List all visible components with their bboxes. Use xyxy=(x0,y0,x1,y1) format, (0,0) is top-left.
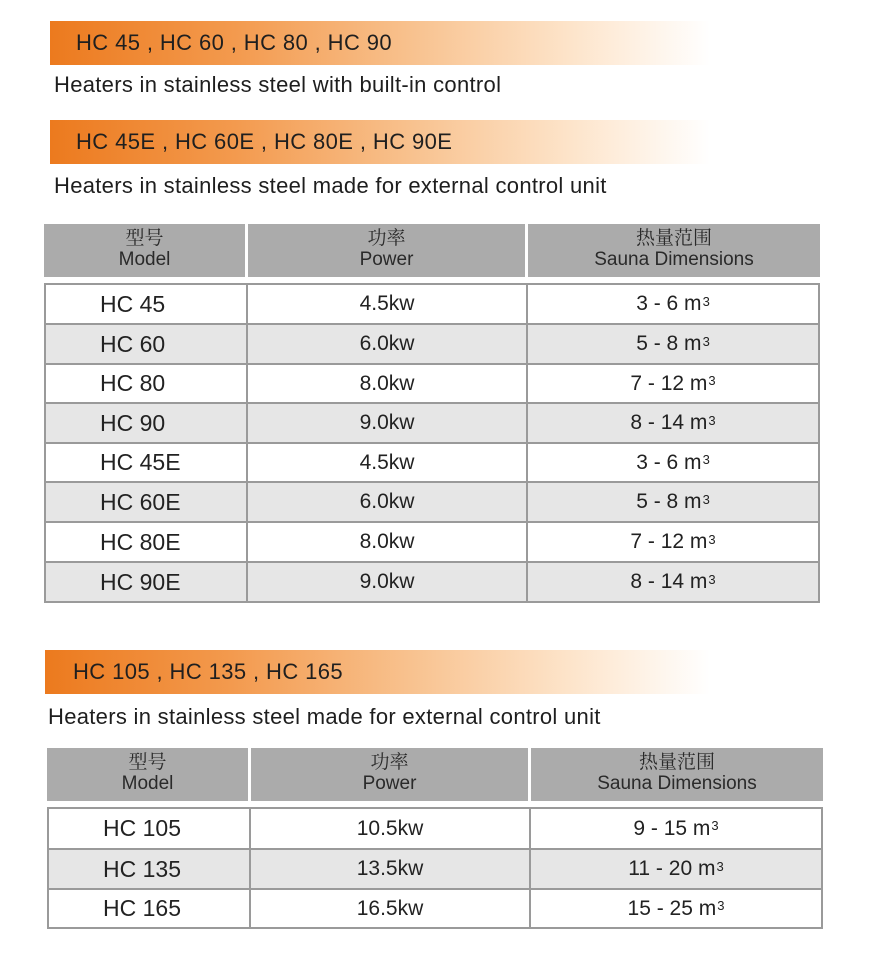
cell-dimensions: 7 - 12 m $^3$ xyxy=(630,530,716,553)
banner-title: HC 45 , HC 60 , HC 80 , HC 90 xyxy=(76,30,393,55)
table-row xyxy=(46,561,818,601)
header-cn: 热量范围 xyxy=(638,752,715,773)
table-row xyxy=(46,402,818,442)
table-row xyxy=(46,363,818,402)
cell-power: 9.0kw xyxy=(248,404,528,442)
header-power xyxy=(251,748,531,801)
cell-dimensions: 15 - 25 m $^3$ xyxy=(627,896,725,920)
banner-title: HC 45E , HC 60E , HC 80E , HC 90E xyxy=(76,129,453,154)
section-description: Heaters in stainless steel made for external control unit xyxy=(54,173,607,198)
cell-dimensions: 3 - 6 m $^3$ xyxy=(636,292,710,315)
header-cn: 功率 xyxy=(370,752,409,773)
cell-model: HC 45E xyxy=(46,444,248,481)
banner-hc45e-90e xyxy=(50,120,710,164)
table-row xyxy=(46,521,818,561)
cell-model: HC 80E xyxy=(46,523,248,561)
table-body xyxy=(47,807,823,929)
cell-model: HC 90 xyxy=(46,404,248,442)
cell-dimensions: 5 - 8 m $^3$ xyxy=(636,490,710,513)
cell-power: 6.0kw xyxy=(248,325,528,363)
table-row xyxy=(46,283,818,323)
banner-hc105-165 xyxy=(45,650,710,694)
table-body xyxy=(44,283,820,603)
header-dimensions xyxy=(528,224,820,277)
cell-power: 13.5kw xyxy=(251,850,531,888)
cell-model: HC 165 xyxy=(49,890,251,927)
header-en: Sauna Dimensions xyxy=(594,249,754,270)
table-row xyxy=(49,888,821,927)
spec-table-1 xyxy=(44,224,820,603)
cell-power: 8.0kw xyxy=(248,523,528,561)
cell-dimensions: 3 - 6 m $^3$ xyxy=(636,450,710,474)
header-cn: 型号 xyxy=(128,752,167,773)
banner-hc45-90 xyxy=(50,21,710,65)
table-header xyxy=(44,224,820,277)
header-en: Power xyxy=(359,249,414,270)
header-en: Model xyxy=(121,773,174,794)
cell-power: 9.0kw xyxy=(248,563,528,601)
table-row xyxy=(46,323,818,363)
table-row xyxy=(46,481,818,521)
header-cn: 热量范围 xyxy=(635,228,712,249)
cell-model: HC 90E xyxy=(46,563,248,601)
table-header xyxy=(47,748,823,801)
section-description: Heaters in stainless steel with built-in control xyxy=(54,72,502,97)
banner-title: HC 105 , HC 135 , HC 165 xyxy=(73,659,344,684)
cell-model: HC 45 xyxy=(46,285,248,323)
header-en: Power xyxy=(362,773,417,794)
header-model xyxy=(44,224,248,277)
header-power xyxy=(248,224,528,277)
table-row xyxy=(46,442,818,481)
table-row xyxy=(49,848,821,888)
cell-power: 8.0kw xyxy=(248,365,528,402)
cell-power: 16.5kw xyxy=(251,890,531,927)
header-cn: 功率 xyxy=(367,228,406,249)
cell-dimensions: 8 - 14 m $^3$ xyxy=(630,411,716,434)
header-model xyxy=(47,748,251,801)
spec-table-2 xyxy=(47,748,823,929)
header-cn: 型号 xyxy=(125,228,164,249)
cell-dimensions: 9 - 15 m $^3$ xyxy=(633,816,719,840)
cell-dimensions: 8 - 14 m $^3$ xyxy=(630,570,716,593)
cell-model: HC 80 xyxy=(46,365,248,402)
cell-model: HC 60 xyxy=(46,325,248,363)
cell-dimensions: 7 - 12 m $^3$ xyxy=(630,371,716,395)
header-en: Model xyxy=(118,249,171,270)
header-dimensions xyxy=(531,748,823,801)
cell-power: 4.5kw xyxy=(248,285,528,323)
cell-model: HC 60E xyxy=(46,483,248,521)
cell-power: 10.5kw xyxy=(251,809,531,848)
cell-model: HC 105 xyxy=(49,809,251,848)
cell-power: 4.5kw xyxy=(248,444,528,481)
section-description: Heaters in stainless steel made for external control unit xyxy=(48,704,601,729)
cell-model: HC 135 xyxy=(49,850,251,888)
cell-power: 6.0kw xyxy=(248,483,528,521)
table-row xyxy=(49,807,821,848)
header-en: Sauna Dimensions xyxy=(597,773,757,794)
cell-dimensions: 11 - 20 m $^3$ xyxy=(628,857,724,880)
cell-dimensions: 5 - 8 m $^3$ xyxy=(636,332,710,355)
